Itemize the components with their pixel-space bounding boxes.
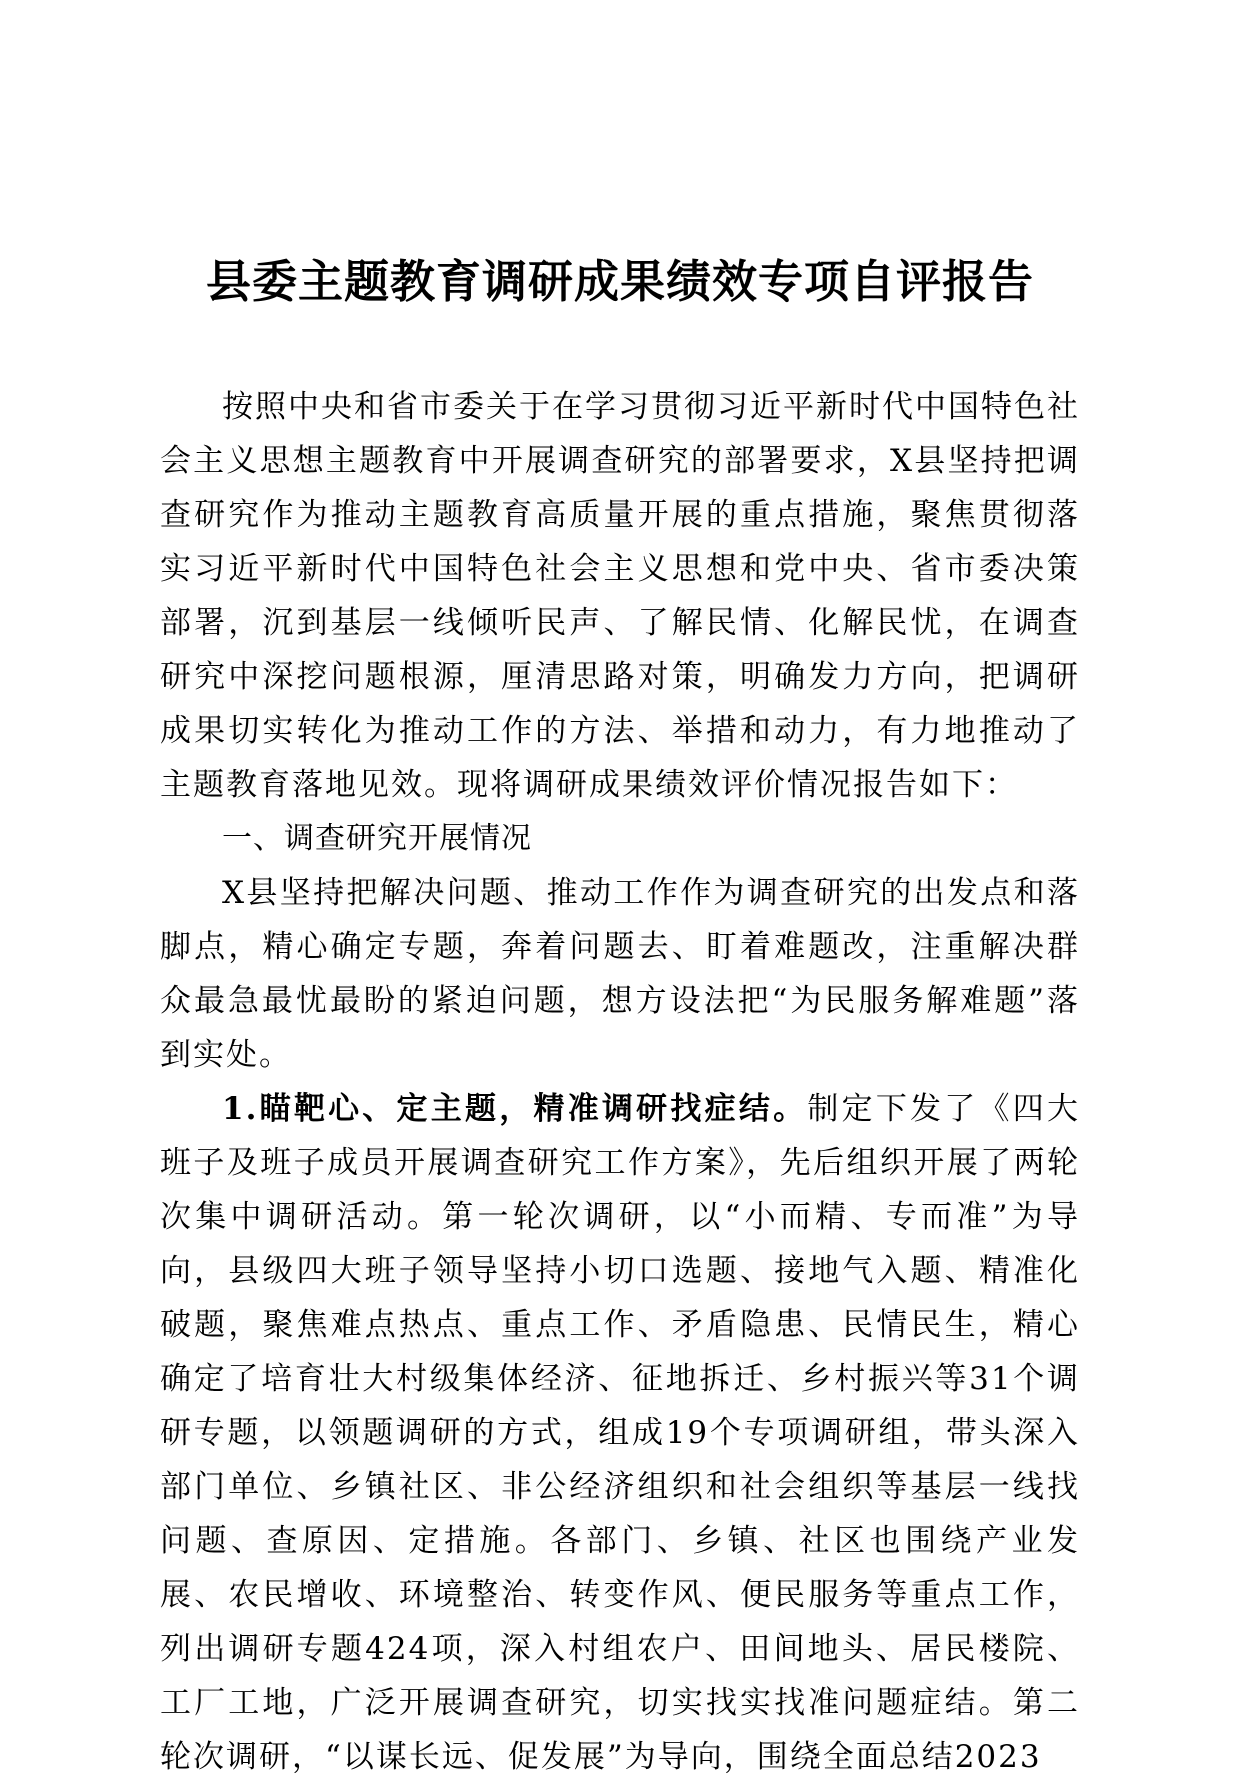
section-intro-paragraph: X县坚持把解决问题、推动工作作为调查研究的出发点和落脚点，精心确定专题，奔着问题去、盯着难题改，注重解决群众最急最忧最盼的紧迫问题，想方设法把“为民服务解难题”落到实处。 xyxy=(160,875,1080,1073)
section-heading: 一、调查研究开展情况 xyxy=(222,821,532,856)
item-paragraph xyxy=(160,1082,1080,1784)
document-title: 县委主题教育调研成果绩效专项自评报告 xyxy=(205,255,1034,308)
intro-paragraph: 按照中央和省市委关于在学习贯彻习近平新时代中国特色社会主义思想主题教育中开展调查研究的部署要求，X县坚持把调查研究作为推动主题教育高质量开展的重点措施，聚焦贯彻落实习近平新时代中国特色社会主义思想和党中央、省市委决策部署，沉到基层一线倾听民声、了解民情、化解民忧，在调查研究中深挖问题根源，厘清思路对策，明确发力方向，把调研成果切实转化为推动工作的方法、举措和动力，有力地推动了主题教育落地见效。现将调研成果绩效评价情况报告如下： xyxy=(160,389,1080,803)
item-text: 制定下发了《四大班子及班子成员开展调查研究工作方案》，先后组织开展了两轮次集中调研活动。第一轮次调研，以“小而精、专而准”为导向，县级四大班子领导坚持小切口选题、接地气入题、精准化破题，聚焦难点热点、重点工作、矛盾隐患、民情民生，精心确定了培育壮大村级集体经济、征地拆迁、乡村振兴等31个调研专题，以领题调研的方式，组成19个专项调研组，带头深入部门单位、乡镇社区、非公经济组织和社会组织等基层一线找问题、查原因、定措施。各部门、乡镇、社区也围绕产业发展、农民增收、环境整治、转变作风、便民服务等重点工作，列出调研专题424项，深入村组农户、田间地头、居民楼院、工厂工地，广泛开展调查研究，切实找实找准问题症结。第二轮次调研，“以谋长远、促发展”为导向，围绕全面总结2023 xyxy=(160,1091,1080,1775)
document-body xyxy=(160,380,1080,1784)
item-lead: 1.瞄靶心、定主题，精准调研找症结。 xyxy=(222,1091,808,1127)
